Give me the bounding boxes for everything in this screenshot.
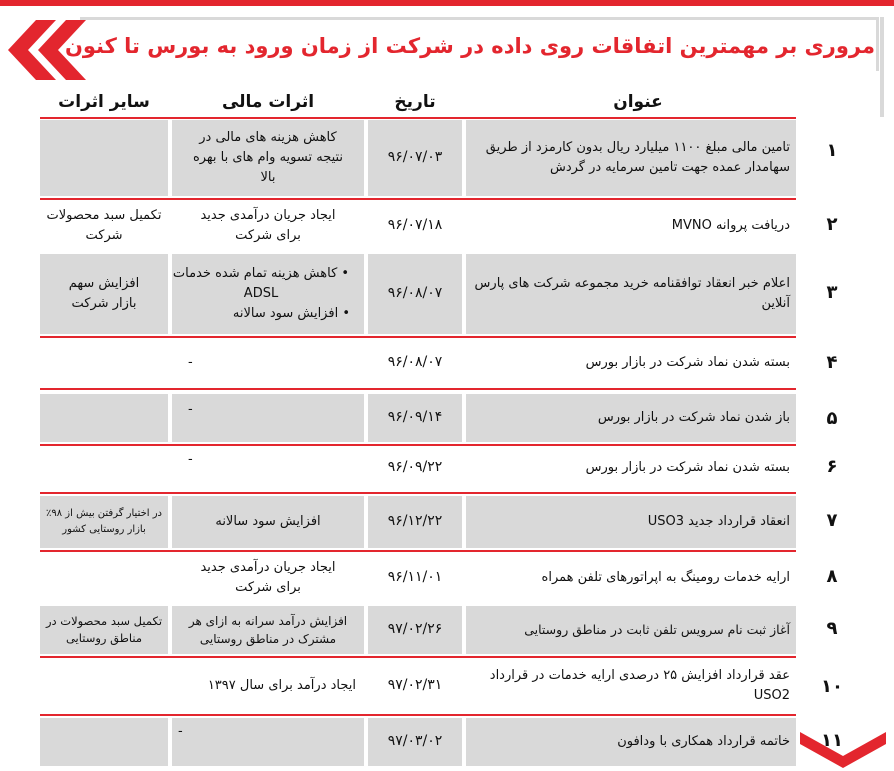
row-title: عقد قرارداد افزایش ۲۵ درصدی ارایه خدمات در قرارداد USO2 — [489, 667, 790, 703]
row-title: بسته شدن نماد شرکت در بازار بورس — [585, 354, 790, 370]
row-date: ۹۷/۰۳/۰۲ — [368, 718, 462, 766]
row-date: ۹۶/۱۲/۲۲ — [368, 496, 462, 548]
row-number: ۲ — [826, 214, 838, 235]
row-number: ۱۰ — [821, 676, 843, 697]
row-financial: - — [188, 452, 193, 467]
row-financial: افزایش سود سالانه — [172, 496, 364, 548]
row-date: ۹۷/۰۲/۲۶ — [368, 606, 462, 654]
row-number: ۸ — [826, 566, 838, 587]
row-financial: ایجاد جریان درآمدی جدید برای شرکت — [200, 207, 336, 243]
row-number: ۱ — [826, 140, 838, 161]
bullet-item: • افزایش سود سالانه — [232, 306, 350, 322]
divider — [40, 198, 796, 200]
row-financial: - — [188, 354, 193, 370]
chevron-down-icon — [800, 728, 886, 771]
header-other: سایر اثرات — [58, 92, 150, 112]
row-other: تکمیل سبد محصولات شرکت — [46, 207, 162, 243]
row-title: ارایه خدمات رومینگ به اپراتورهای تلفن همراه — [541, 569, 790, 585]
row-other: تکمیل سبد محصولات در مناطق روستایی — [40, 606, 168, 654]
row-financial: - — [172, 394, 364, 442]
row-date: ۹۶/۰۹/۲۲ — [387, 459, 443, 476]
row-financial: ایجاد درآمد برای سال ۱۳۹۷ — [207, 677, 356, 693]
row-title: دریافت پروانه MVNO — [671, 217, 790, 233]
divider — [40, 388, 796, 390]
row-number: ۷ — [826, 510, 838, 531]
divider — [40, 117, 796, 119]
row-date: ۹۶/۰۹/۱۴ — [368, 394, 462, 442]
row-number: ۶ — [826, 456, 838, 477]
header-financial: اثرات مالی — [221, 92, 315, 112]
row-date: ۹۶/۱۱/۰۱ — [387, 569, 443, 586]
row-other: در اختیار گرفتن بیش از ۹۸٪ بازار روستایی کشور — [40, 496, 168, 548]
row-number: ۳ — [826, 282, 838, 303]
row-other — [40, 553, 168, 603]
row-other — [40, 660, 100, 712]
header-title: عنوان — [613, 92, 663, 112]
row-number: ۵ — [826, 408, 838, 429]
row-other — [40, 718, 168, 766]
row-number: ۱۱ — [821, 730, 843, 751]
row-financial: افزایش درآمد سرانه به ازای هر مشترک در مناطق روستایی — [172, 606, 364, 654]
divider — [40, 492, 796, 494]
row-financial: ایجاد جریان درآمدی جدید برای شرکت — [200, 559, 336, 595]
row-date: ۹۷/۰۲/۳۱ — [387, 677, 443, 694]
row-title: باز شدن نماد شرکت در بازار بورس — [466, 394, 796, 442]
row-financial — [172, 254, 364, 334]
row-date: ۹۶/۰۸/۰۷ — [368, 254, 462, 334]
divider — [40, 656, 796, 658]
row-financial: - — [172, 718, 364, 766]
page-title: مروری بر مهمترین اتفاقات روی داده در شرکت از زمان ورود به بورس تا کنون — [64, 34, 875, 58]
row-title: آغاز ثبت نام سرویس تلفن ثابت در مناطق روستایی — [466, 606, 796, 654]
row-other — [40, 394, 168, 442]
row-other: افزایش سهم بازار شرکت — [40, 254, 168, 334]
row-other — [40, 340, 168, 386]
row-title: تامین مالی مبلغ ۱۱۰۰ میلیارد ریال بدون کارمزد از طریق سهامدار عمده جهت تامین سرمایه در گردش — [466, 120, 796, 196]
header-date: تاریخ — [394, 92, 436, 112]
row-title: خاتمه قرارداد همکاری با ودافون — [466, 718, 796, 766]
row-title: بسته شدن نماد شرکت در بازار بورس — [585, 459, 790, 475]
row-other — [40, 120, 168, 196]
divider — [40, 336, 796, 338]
row-other — [40, 446, 168, 490]
divider — [40, 714, 796, 716]
row-number: ۹ — [826, 618, 838, 639]
bullet-item: • کاهش هزینه تمام شده خدمات ADSL — [172, 265, 350, 301]
row-financial: کاهش هزینه های مالی در نتیجه تسویه وام های با بهره بالا — [172, 120, 364, 196]
row-date: ۹۶/۰۷/۰۳ — [368, 120, 462, 196]
row-number: ۴ — [826, 352, 838, 373]
row-date: ۹۶/۰۸/۰۷ — [387, 354, 443, 371]
top-accent-bar — [0, 0, 894, 6]
divider — [40, 550, 796, 552]
row-date: ۹۶/۰۷/۱۸ — [387, 217, 443, 234]
row-title: اعلام خبر انعقاد توافقنامه خرید مجموعه شرکت های پارس آنلاین — [466, 254, 796, 334]
row-title: انعقاد قرارداد جدید USO3 — [466, 496, 796, 548]
right-frame-bar — [880, 17, 884, 117]
